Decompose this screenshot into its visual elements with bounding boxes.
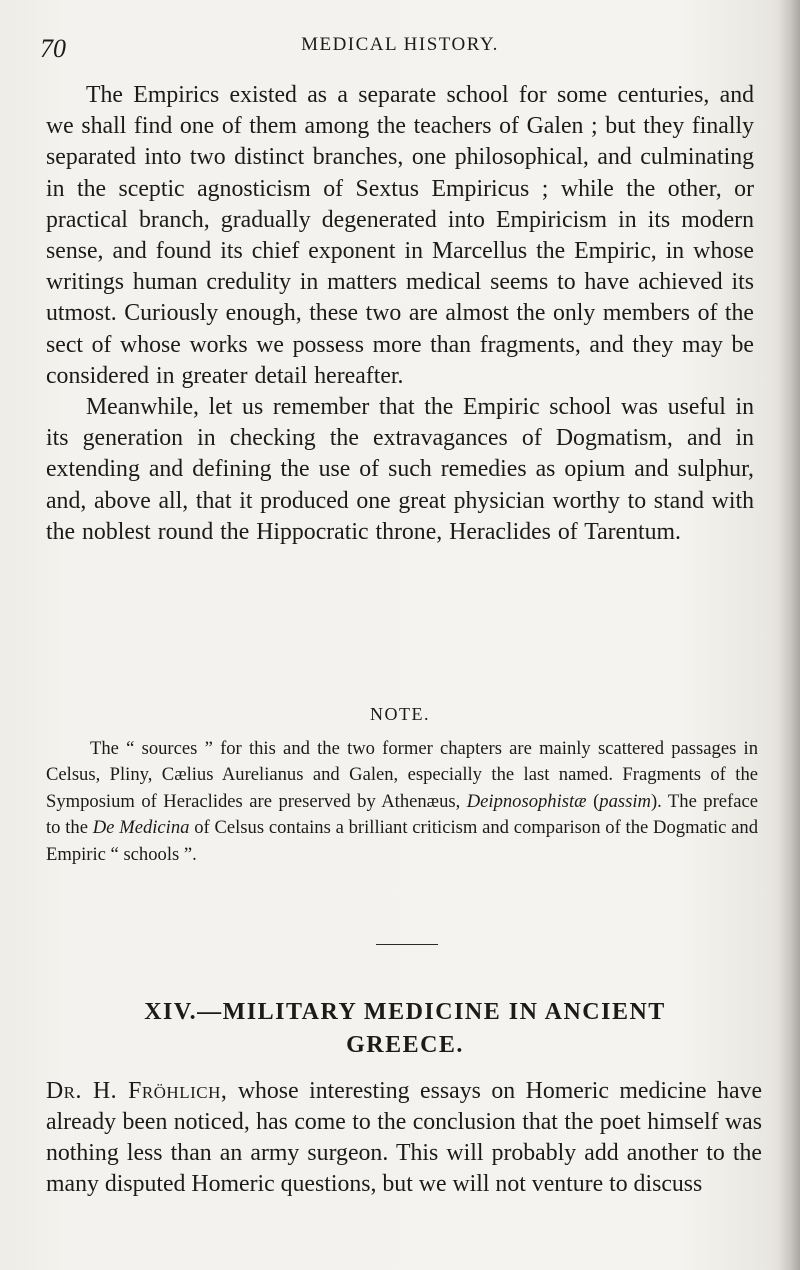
- page-number: 70: [40, 34, 66, 63]
- note-italic-de-medicina: De Medicina: [92, 817, 190, 839]
- author-name: Dr. H. Fröhlich,: [46, 1078, 228, 1104]
- section-heading: [46, 996, 764, 1062]
- main-text: [46, 80, 754, 548]
- section-paragraph: [46, 1076, 762, 1200]
- note-text-part: The “ sources ” for this and the two former chapters are mainly scattered passages in Celsus, Pliny, Cælius Aurelianus and Galen, especially the last named. Fragments of the Symposium of Heraclides are preserved by Athenæus,: [46, 738, 758, 812]
- note-heading: NOTE.: [370, 704, 430, 724]
- note-text-part: (: [593, 790, 600, 812]
- paragraph-empirics: The Empirics existed as a separate school for some centuries, and we shall find one of them among the teachers of Galen ; but they finally separated into two distinct branches, one philosophical, and culminating in the sceptic agnosticism of Sextus Empiricus ; while the other, or practical branch, gradually degenerated into Empiricism in its modern sense, and found its chief exponent in Marcellus the Empiric, in whose writings human credulity in matters medical seems to have achieved its utmost. Curiously enough, these two are almost the only members of the sect of whose works we possess more than fragments, and they may be considered in greater detail hereafter.: [46, 82, 754, 389]
- section-divider: [376, 944, 438, 945]
- note-italic-title: Deipnosophistæ: [466, 790, 587, 812]
- note-italic-passim: passim: [599, 790, 651, 812]
- paragraph-meanwhile: Meanwhile, let us remember that the Empiric school was useful in its generation in checking the extravagances of Dogmatism, and in extending and defining the use of such remedies as opium and sulphur, and, above all, that it produced one great physician worthy to stand with the noblest round the Hippocratic throne, Heraclides of Tarentum.: [46, 394, 754, 545]
- section-paragraph-text: whose interesting essays on Homeric medicine have already been noticed, has come to the conclusion that the poet himself was nothing less than an army surgeon. This will probably add another to the many disputed Homeric questions, but we will not venture to discuss: [46, 1078, 763, 1197]
- running-title: MEDICAL HISTORY.: [301, 34, 499, 55]
- section-heading-line: XIV.—MILITARY MEDICINE IN ANCIENT: [144, 999, 666, 1025]
- note-text-part: ). The preface to the: [46, 790, 758, 839]
- note-text-part: of Celsus contains a brilliant criticism and comparison of the Dogmatic and Empiric “ schools ”.: [46, 817, 758, 865]
- page-header: [40, 32, 760, 62]
- section-heading-line: GREECE.: [346, 1032, 464, 1058]
- note-text: [46, 736, 758, 868]
